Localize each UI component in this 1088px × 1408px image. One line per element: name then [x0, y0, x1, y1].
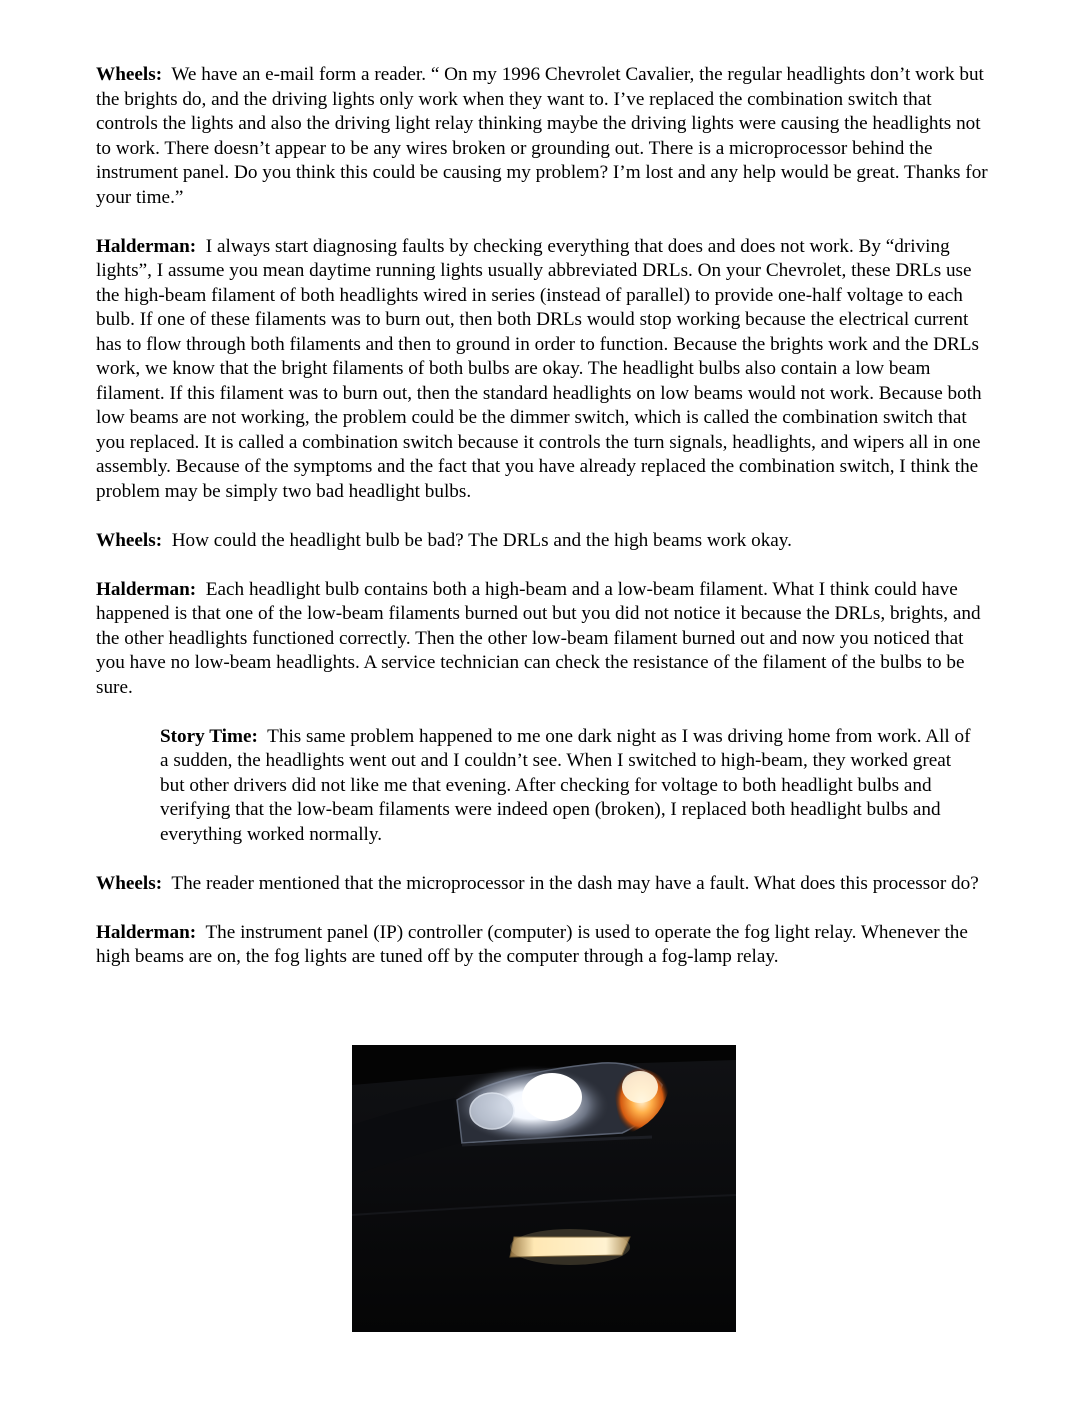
story-text: This same problem happened to me one dark night as I was driving home from work. All of a sudden, the headlights went out and I couldn’t see. When I switched to high-beam, they worked great but other drivers did not like me that evening. After checking for voltage to both headlight bulbs and verifying that the low-beam filaments were indeed open (broken), I replaced both headlight bulbs and everything worked normally. [160, 725, 971, 845]
turn-signal-bulb [622, 1071, 658, 1103]
paragraph-wheels-question [96, 63, 996, 210]
interview-text [96, 63, 996, 994]
speaker-label: Wheels: [96, 64, 163, 85]
headlight-photo-drawing [352, 1045, 736, 1332]
paragraph-halderman-explanation [96, 578, 996, 701]
paragraph-text: How could the headlight bulb be bad? The DRLs and the high beams work okay. [171, 529, 792, 551]
fog-lamp-glow [510, 1229, 630, 1265]
paragraph-halderman-processor-answer [96, 921, 996, 970]
speaker-label: Halderman: [96, 578, 197, 600]
paragraph-text: The instrument panel (IP) controller (computer) is used to operate the fog light relay. Whenever the high beams are on, the fog lights are tuned off by the computer through a fog-lamp relay. [96, 921, 968, 967]
speaker-label: Halderman: [96, 235, 197, 257]
speaker-label: Wheels: [96, 529, 163, 551]
speaker-label: Halderman: [96, 921, 197, 943]
paragraph-wheels-processor-question [96, 872, 996, 897]
paragraph-text: We have an e-mail form a reader. “ On my 1996 Chevrolet Cavalier, the regular headlights don’t work but the brights do, and the driving lights only work when they want to. I’ve replaced the combination switch that controls the lights and also the driving light relay thinking maybe the driving lights were causing the headlights not to work. There doesn’t appear to be any wires broken or grounding out. There is a microprocessor behind the instrument panel. Do you think this could be causing my problem? I’m lost and any help would be great. Thanks for your time.” [96, 64, 988, 208]
paragraph-text: I always start diagnosing faults by checking everything that does and does not work. By “driving lights”, I assume you mean daytime running lights usually abbreviated DRLs. On your Chevrolet, these DRLs use the high-beam filament of both headlights wired in series (instead of parallel) to provide one-half voltage to each bulb. If one of these filaments was to burn out, then both DRLs would stop working because the electrical current has to flow through both filaments and then to ground in order to function. Because the brights work and the DRLs work, we know that the bright filaments of both bulbs are okay. The headlight bulbs also contain a low beam filament. If this filament was to burn out, then the standard headlights on low beams would not work. Because both low beams are not working, the problem could be the dimmer switch, which is called the combination switch that you replaced. It is called a combination switch because it controls the turn signals, headlights, and wipers all in one assembly. Because of the symptoms and the fact that you have already replaced the combination switch, I think the problem may be simply two bad headlight bulbs. [96, 235, 982, 502]
paragraph-halderman-answer [96, 235, 996, 505]
paragraph-text: Each headlight bulb contains both a high-beam and a low-beam filament. What I think could have happened is that one of the low-beam filaments burned out but you did not notice it because the DRLs, brights, and the other headlights functioned correctly. Then the other low-beam filament burned out and now you noticed that you have no low-beam headlights. A service technician can check the resistance of the filament of the bulbs to be sure. [96, 578, 981, 698]
story-label: Story Time: [160, 725, 258, 747]
paragraph-text: The reader mentioned that the microprocessor in the dash may have a fault. What does this processor do? [171, 872, 979, 894]
headlight-reflector [470, 1093, 514, 1129]
speaker-label: Wheels: [96, 872, 163, 894]
headlight-bulb [522, 1073, 582, 1121]
paragraph-wheels-followup [96, 529, 996, 554]
story-time-box [160, 725, 980, 848]
headlight-photo [352, 1045, 736, 1332]
